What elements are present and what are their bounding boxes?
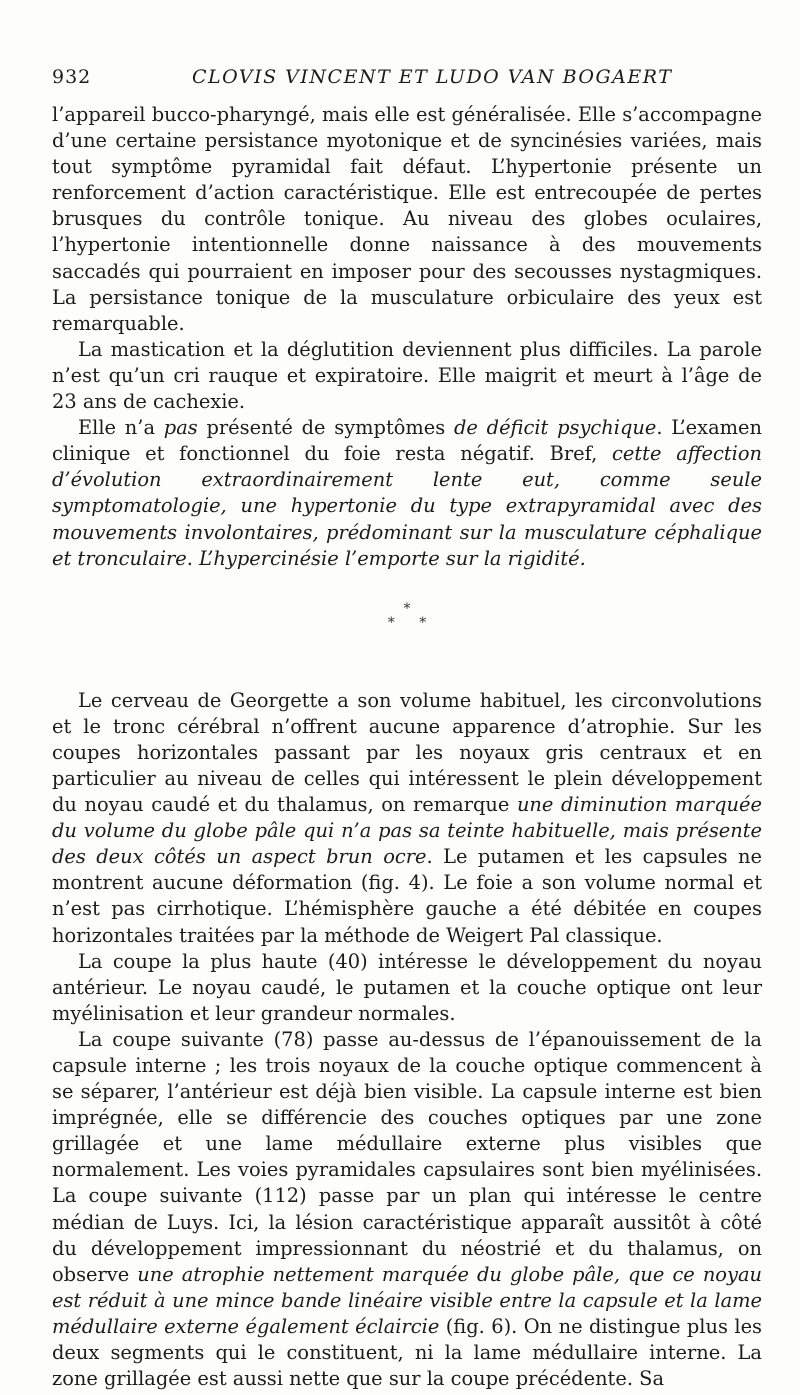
paragraph-1 (52, 102, 762, 337)
italic-text: une diminution marquée du volume du globe pâle qui n’a pas sa teinte habituelle, mais présente des deux côtés un aspect brun ocre (52, 793, 762, 869)
paragraph-text: (fig. 6). On ne distingue plus les deux segments qui le constituent, ni la lame médullaire interne. La zone grillagée est aussi nette que sur la coupe précédente. Sa (52, 1314, 762, 1391)
paragraph-2 (52, 337, 762, 415)
paragraph-3 (52, 415, 762, 572)
italic-text: cette affection d’évolution extraordinairement lente eut, comme seule symptomatologie, une hypertonie du type extrapyramidal avec des mouvements involontaires, prédominant sur la musculature céphalique et tronculaire. L’hypercinésie l’emporte sur la rigidité. (52, 442, 762, 570)
paragraph-text: . L’examen clinique et fonctionnel du foie resta négatif. Bref, (52, 416, 762, 466)
paragraph-text: La coupe suivante (78) passe au-dessus de l’épanouissement de la capsule interne ; les trois noyaux de la couche optique commencent à se séparer, l’antérieur est déjà bien visible. La capsule interne est bien imprégnée, elle se différencie des couches optiques par une zone grillagée et une lame médullaire externe plus visibles que normalement. Les voies pyramidales capsulaires sont bien myélinisées. La coupe suivante (112) passe par un plan qui intéresse le centre médian de Luys. Ici, la lésion caractéristique apparaît aussitôt à côté du développement impressionnant du néostrié et du thalamus, on observe (52, 1027, 762, 1286)
italic-text: pas (163, 416, 198, 440)
italic-text: une atrophie nettement marquée du globe pâle, que ce noyau est réduit à une mince bande linéaire visible entre la capsule et la lame médullaire externe également éclaircie (52, 1262, 762, 1338)
paragraph-text: l’appareil bucco-pharyngé, mais elle est généralisée. Elle s’accompagne d’une certaine persistance myotonique et de syncinésies variées, mais tout symptôme pyramidal fait défaut. L’hypertonie présente un renforcement d’action caractéristique. Elle est entrecoupée de pertes brusques du contrôle tonique. Au niveau des globes oculaires, l’hypertonie intentionnelle donne naissance à des mouvements saccadés qui pourraient en imposer pour des secousses nystagmiques. La persistance tonique de la musculature orbiculaire des yeux est remarquable. (52, 103, 762, 335)
asterisk-top: * (403, 600, 411, 617)
section-separator (52, 602, 762, 630)
paragraph-4 (52, 688, 762, 949)
italic-text: de déficit psychique (454, 416, 657, 440)
running-title: CLOVIS VINCENT ET LUDO VAN BOGAERT (192, 66, 673, 88)
page-number: 932 (52, 66, 92, 88)
paragraph-text: Elle n’a (78, 416, 164, 440)
paragraph-text: présenté de symptômes (197, 416, 454, 440)
paragraph-text: La mastication et la déglutition deviennent plus difficiles. La parole n’est qu’un cri rauque et expiratoire. Elle maigrit et meurt à l’âge de 23 ans de cachexie. (52, 337, 762, 414)
paragraph-6 (52, 1027, 762, 1392)
paragraph-5 (52, 949, 762, 1027)
paragraph-text: . Le putamen et les capsules ne montrent aucune déformation (fig. 4). Le foie a son volume normal et n’est pas cirrhotique. L’hémisphère gauche a été débitée en coupes horizontales traitées par la méthode de Weigert Pal classique. (52, 845, 762, 947)
paragraph-text: La coupe la plus haute (40) intéresse le développement du noyau antérieur. Le noyau caudé, le putamen et la couche optique ont leur myélinisation et leur grandeur normales. (52, 949, 762, 1025)
asterisk-bottom: * * (387, 614, 437, 631)
page-header (52, 66, 762, 88)
paragraph-text: Le cerveau de Georgette a son volume habituel, les circonvolutions et le tronc cérébral n’offrent aucune apparence d’atrophie. Sur les coupes horizontales passant par les noyaux gris centraux et en particulier au niveau de celles qui intéressent le plein développement du noyau caudé et du thalamus, on remarque (52, 688, 762, 817)
